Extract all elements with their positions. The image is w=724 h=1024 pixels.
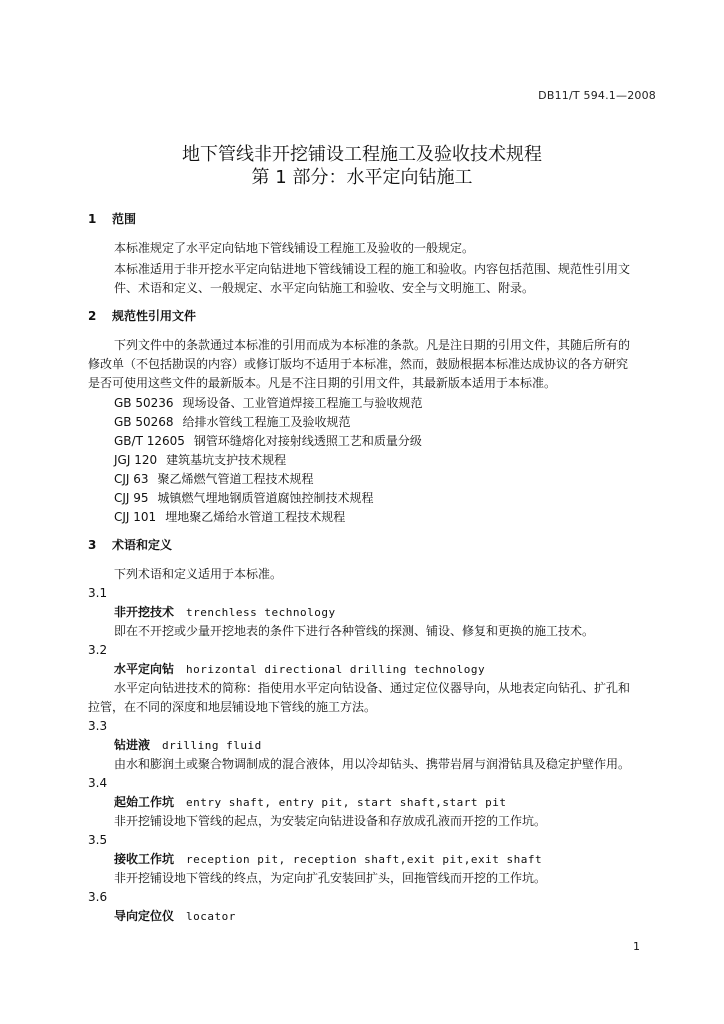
term-definition: 水平定向钻进技术的简称：指使用水平定向钻设备、通过定位仪器导向，从地表定向钻孔、扩孔和 (114, 681, 631, 695)
reference-name: 建筑基坑支护技术规程 (166, 453, 287, 467)
page-number: 1 (633, 940, 640, 953)
reference-name: 钢管环缝熔化对接射线透照工艺和质量分级 (193, 434, 422, 448)
term-number: 3.4 (88, 776, 108, 790)
section-heading-2 (88, 309, 196, 323)
reference-name: 聚乙烯燃气管道工程技术规程 (157, 472, 314, 486)
term-entry (114, 795, 507, 810)
reference-name: 给排水管线工程施工及验收规范 (182, 415, 351, 429)
paragraph: 下列术语和定义适用于本标准。 (114, 567, 283, 581)
term-zh: 水平定向钻 (114, 662, 175, 676)
section-number: 1 (88, 212, 97, 226)
document-code: DB11/T 594.1—2008 (538, 89, 656, 102)
reference-code: CJJ 95 (114, 491, 149, 505)
section-title: 规范性引用文件 (112, 309, 197, 323)
reference-code: GB 50268 (114, 415, 174, 429)
section-title: 术语和定义 (112, 538, 173, 552)
term-en: entry shaft, entry pit, start shaft,start pit (186, 796, 507, 809)
reference-name: 埋地聚乙烯给水管道工程技术规程 (165, 510, 346, 524)
term-zh: 非开挖技术 (114, 605, 175, 619)
term-definition: 由水和膨润土或聚合物调制成的混合液体，用以冷却钻头、携带岩屑与润滑钻具及稳定护壁作用。 (114, 757, 631, 771)
paragraph: 本标准规定了水平定向钻地下管线铺设工程施工及验收的一般规定。 (114, 241, 475, 255)
reference-item (114, 510, 345, 524)
term-definition: 即在不开挖或少量开挖地表的条件下进行各种管线的探测、铺设、修复和更换的施工技术。 (114, 624, 595, 638)
reference-code: CJJ 63 (114, 472, 149, 486)
section-heading-3 (88, 538, 172, 552)
paragraph: 下列文件中的条款通过本标准的引用而成为本标准的条款。凡是注日期的引用文件，其随后所有的 (114, 338, 631, 352)
reference-item (114, 472, 314, 486)
reference-item (114, 434, 422, 448)
reference-code: GB/T 12605 (114, 434, 185, 448)
section-heading-1 (88, 212, 136, 226)
term-en: drilling fluid (162, 739, 262, 752)
reference-name: 城镇燃气埋地钢质管道腐蚀控制技术规程 (157, 491, 374, 505)
section-number: 2 (88, 309, 97, 323)
term-en: trenchless technology (186, 606, 336, 619)
paragraph: 修改单（不包括勘误的内容）或修订版均不适用于本标准，然而，鼓励根据本标准达成协议的各方研究 (88, 357, 629, 371)
term-number: 3.6 (88, 890, 108, 904)
term-entry (114, 605, 336, 620)
term-en: locator (186, 910, 236, 923)
term-number: 3.3 (88, 719, 108, 733)
section-number: 3 (88, 538, 97, 552)
term-definition: 拉管，在不同的深度和地层铺设地下管线的施工方法。 (88, 700, 377, 714)
reference-code: CJJ 101 (114, 510, 157, 524)
term-entry (114, 909, 236, 924)
reference-code: GB 50236 (114, 396, 174, 410)
reference-code: JGJ 120 (114, 453, 158, 467)
term-definition: 非开挖铺设地下管线的终点，为定向扩孔安装回扩头，回拖管线而开挖的工作坑。 (114, 871, 547, 885)
term-zh: 起始工作坑 (114, 795, 175, 809)
term-number: 3.2 (88, 643, 108, 657)
term-en: reception pit, reception shaft,exit pit,exit shaft (186, 853, 543, 866)
reference-item (114, 415, 351, 429)
paragraph: 本标准适用于非开挖水平定向钻进地下管线铺设工程的施工和验收。内容包括范围、规范性引用文 (114, 262, 631, 276)
term-en: horizontal directional drilling technology (186, 663, 486, 676)
term-zh: 接收工作坑 (114, 852, 175, 866)
section-title: 范围 (112, 212, 137, 226)
document-subtitle: 第 1 部分：水平定向钻施工 (251, 167, 473, 188)
term-number: 3.1 (88, 586, 108, 600)
reference-name: 现场设备、工业管道焊接工程施工与验收规范 (182, 396, 423, 410)
term-definition: 非开挖铺设地下管线的起点，为安装定向钻进设备和存放成孔液而开挖的工作坑。 (114, 814, 547, 828)
reference-item (114, 491, 374, 505)
term-entry (114, 852, 542, 867)
term-zh: 导向定位仪 (114, 909, 175, 923)
term-entry (114, 738, 262, 753)
paragraph: 件、术语和定义、一般规定、水平定向钻施工和验收、安全与文明施工、附录。 (114, 281, 535, 295)
document-title: 地下管线非开挖铺设工程施工及验收技术规程 (182, 144, 542, 165)
term-zh: 钻进液 (114, 738, 151, 752)
reference-item (114, 453, 286, 467)
term-number: 3.5 (88, 833, 108, 847)
reference-item (114, 396, 423, 410)
paragraph: 是否可使用这些文件的最新版本。凡是不注日期的引用文件，其最新版本适用于本标准。 (88, 376, 557, 390)
term-entry (114, 662, 485, 677)
